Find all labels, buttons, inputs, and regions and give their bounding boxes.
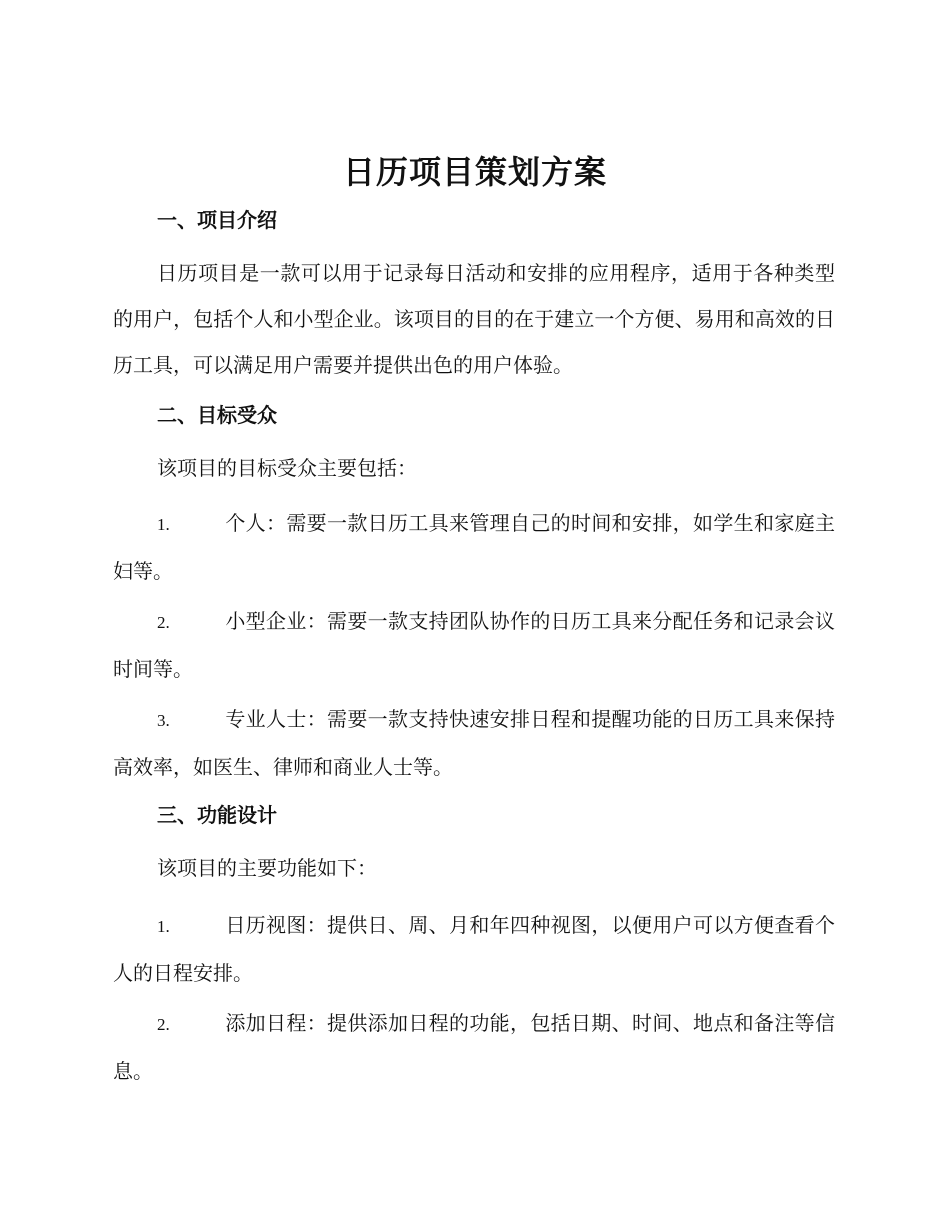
list-item <box>113 902 835 996</box>
list-item <box>113 1000 835 1094</box>
list-item-number: 1. <box>157 515 170 534</box>
list-item-number: 1. <box>157 917 170 936</box>
list-item <box>113 696 835 790</box>
list-item <box>113 598 835 692</box>
list-item-number: 3. <box>157 711 170 730</box>
section-intro-paragraph: 日历项目是一款可以用于记录每日活动和安排的应用程序，适用于各种类型的用户，包括个人和小型企业。该项目的目的在于建立一个方便、易用和高效的日历工具，可以满足用户需要并提供出色的用户体验。 <box>113 261 835 377</box>
section-heading-audience: 二、目标受众 <box>157 403 277 427</box>
list-item-text: 日历视图：提供日、周、月和年四种视图，以便用户可以方便查看个人的日程安排。 <box>113 913 835 985</box>
list-item-text: 专业人士：需要一款支持快速安排日程和提醒功能的日历工具来保持高效率，如医生、律师和商业人士等。 <box>113 707 835 779</box>
audience-intro-text: 该项目的目标受众主要包括： <box>157 456 417 480</box>
list-item-number: 2. <box>157 1015 170 1034</box>
list-item-number: 2. <box>157 613 170 632</box>
list-item-text: 小型企业：需要一款支持团队协作的日历工具来分配任务和记录会议时间等。 <box>113 609 835 681</box>
features-intro-text: 该项目的主要功能如下： <box>157 856 377 880</box>
document-title: 日历项目策划方案 <box>342 153 607 191</box>
list-item-text: 添加日程：提供添加日程的功能，包括日期、时间、地点和备注等信息。 <box>113 1011 835 1083</box>
list-item <box>113 500 835 594</box>
section-heading-intro: 一、项目介绍 <box>157 208 277 232</box>
section-heading-features: 三、功能设计 <box>157 803 277 827</box>
list-item-text: 个人：需要一款日历工具来管理自己的时间和安排，如学生和家庭主妇等。 <box>113 511 835 583</box>
